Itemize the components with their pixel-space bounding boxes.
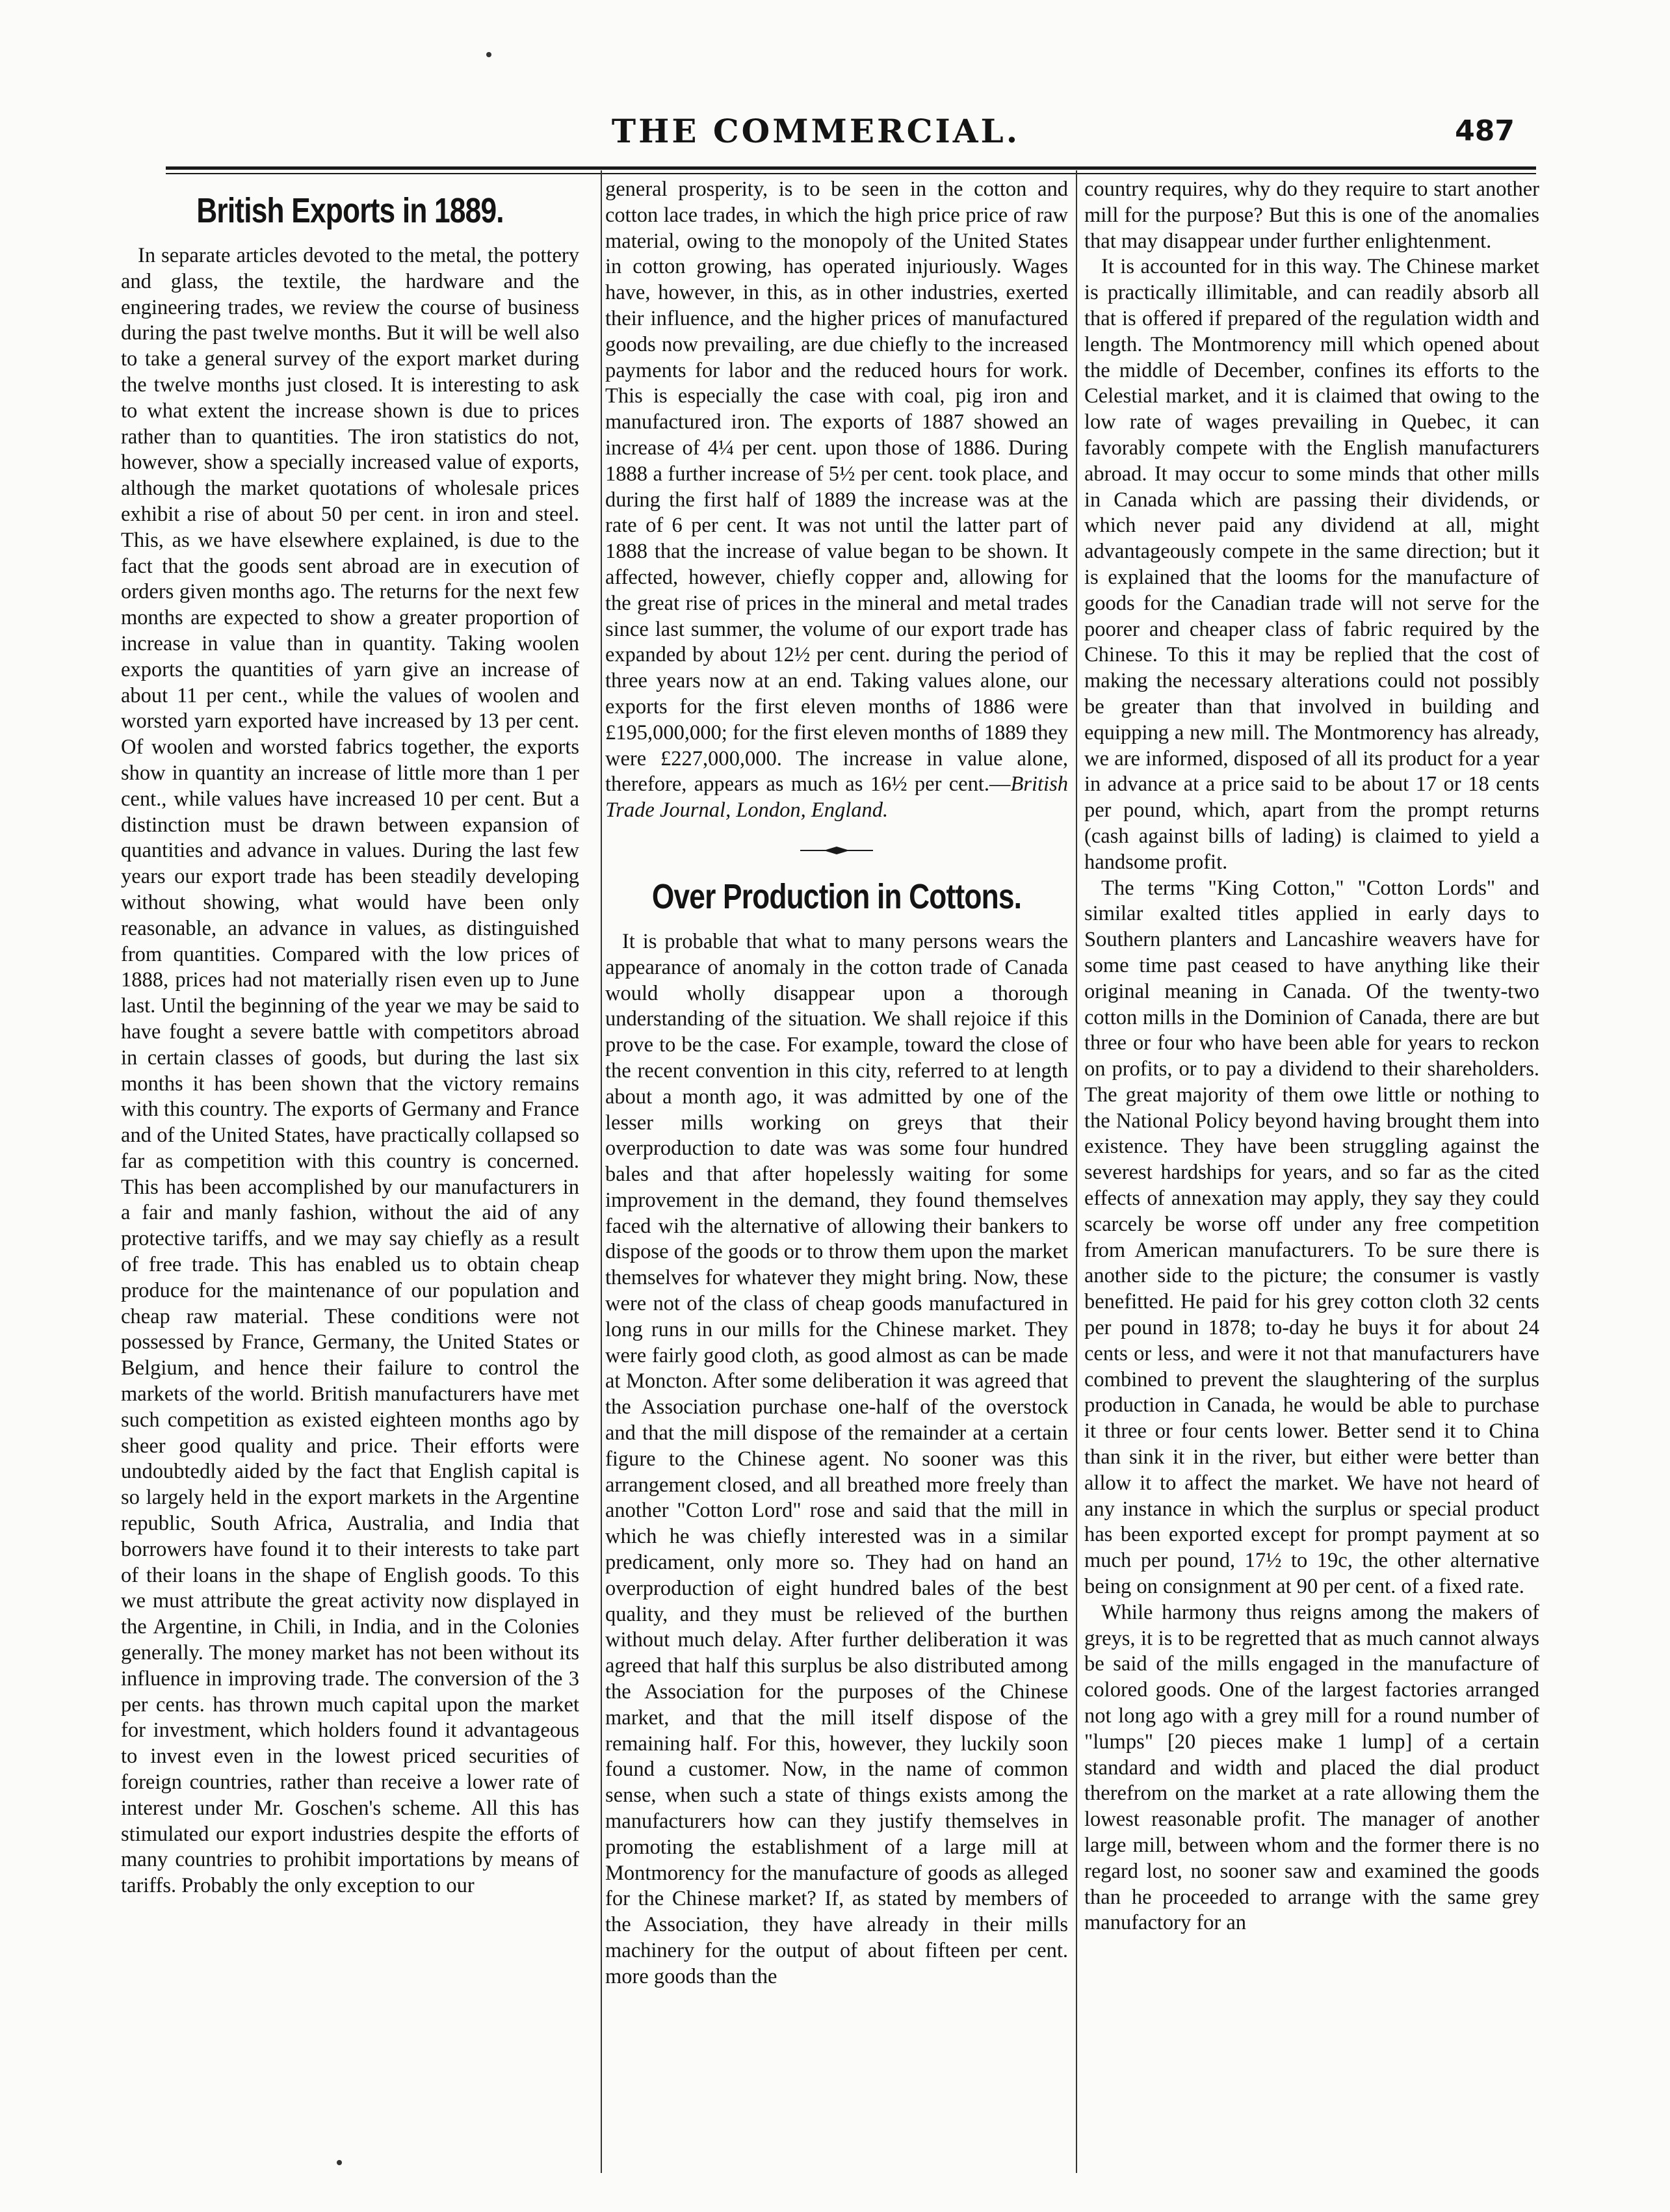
article-paragraph: In separate articles devoted to the metal, the pottery and glass, the textile, the hardware and the engineering trades, we review the course of business during the past twelve months. But it will be well also to take a general survey of the export market during the twelve months just closed. It is interesting to ask to what extent the increase shown is due to prices rather than to quantities. The iron statistics do not, however, show a specially increased value of exports, although the market quotations of wholesale prices exhibit a rise of about 50 per cent. in iron and steel. This, as we have elsewhere explained, is due to the fact that the goods sent abroad are in execution of orders given months ago. The returns for the next few months are expected to show a greater proportion of increase in value than in quantity. Taking woolen exports the quantities of yarn give an increase of about 11 per cent., while the values of woolen and worsted yarn exported have increased by 13 per cent. Of woolen and worsted fabrics together, the exports show in quantity an increase of little more than 1 per cent., while values have increased 10 per cent. But a distinction must be drawn between expansion of quantities and advance in values. During the last few years our export trade has been steadily developing without showing, what would have been only reasonable, an advance in values, as distinguished from quantities. Compared with the low prices of 1888, prices had not materially risen even up to June last. Until the beginning of the year we may be said to have fought a severe battle with competitors abroad in certain classes of goods, but during the last six months it has been shown that the victory remains with this country. The exports of Germany and France and of the United States, have practically collapsed so far as competition with this country is concerned. This has been accomplished by our manufacturers in a fair and manly fashion, without the aid of any protective tariffs, and we may say chiefly as a result of free trade. This has enabled us to obtain cheap produce for the maintenance of our population and cheap raw material. These conditions were not possessed by France, Germany, the United States or Belgium, and hence their failure to control the markets of the world. British manufacturers have met such competition as existed eighteen months ago by sheer good quality and price. Their efforts were undoubtedly aided by the fact that English capital is so largely held in the export markets in the Argentine republic, South Africa, Australia, and India that borrowers have found it to their interests to take part of their loans in the shape of English goods. To this we must attribute the great activity now displayed in the Argentine, in Chili, in India, and in the Colonies generally. The money market has not been without its influence in improving trade. The conversion of the 3 per cents. has thrown much capital upon the market for investment, which holders found it advantageous to invest even in the lowest priced securities of foreign countries, rather than receive a lower rate of interest under Mr. Goschen's scheme. All this has stimulated our export industries despite the efforts of many countries to prohibit importations by means of tariffs. Probably the only exception to our (121, 244, 579, 1898)
article-paragraph: It is accounted for in this way. The Chinese market is practically illimitable, and can readily absorb all that is offered if prepared of the regulation width and length. The Montmorency mill which opened about the middle of December, confines its efforts to the Celestial market, and it is claimed that owing to the low rate of wages prevailing in Quebec, it can favorably compete with the English manufacturers abroad. It may occur to some minds that other mills in Canada which are passing their dividends, or which never paid any dividend at all, might advantageously compete in the same direction; but it is explained that the looms for the manufacture of goods for the Canadian trade will not serve for the poorer and cheaper class of fabric required by the Chinese. To this it may be replied that the cost of making the necessary alterations could not possibly be greater than that involved in building and equipping a new mill. The Montmorency has already, we are informed, disposed of all its product for a year in advance at a price said to be about 17 or 18 cents per pound, which, apart from the prompt returns (cash against bills of lading) is claimed to yield a handsome profit. (1084, 255, 1539, 874)
article-paragraph (605, 177, 1068, 824)
column-1 (121, 177, 579, 2166)
article-headline: British Exports in 1889. (196, 191, 504, 230)
article-paragraph: While harmony thus reigns among the makers of greys, it is to be regretted that as much cannot always be said of the mills engaged in the manufacture of colored goods. One of the largest factories arranged not long ago with a grey mill for a round number of "lumps" [20 pieces make 1 lump] of a certain standard and width and placed the dial product therefrom on the market at a rate allowing them the lowest reasonable profit. The manager of another large mill, between whom and the former there is no regard lost, no sooner saw and examined the goods than he proceeded to arrange with the same grey manufactory for an (1084, 1600, 1539, 1935)
column-3 (1084, 177, 1539, 2166)
header-rule-thin (166, 173, 1536, 174)
article-paragraph: country requires, why do they require to start another mill for the purpose? But this is one of the anomalies that may disappear under further enlightenment. (1084, 178, 1539, 253)
header-rule-thick (166, 166, 1536, 170)
print-speck (337, 2160, 342, 2165)
article-text: general prosperity, is to be seen in the cotton and cotton lace trades, in which the high price price of raw material, owing to the monopoly of the United States in cotton growing, has operated injuriously. Wages have, however, in this, as in other industries, exerted their influence, and the higher prices of manufactured goods now prevailing, are due chiefly to the increased payments for labor and the reduced hours for work. This is especially the case with coal, pig iron and manufactured iron. The exports of 1887 showed an increase of 4¼ per cent. upon those of 1886. During 1888 a further increase of 5½ per cent. took place, and during the first half of 1889 the increase was at the rate of 6 per cent. It was not until the latter part of 1888 that the increase of value began to be shown. It affected, however, chiefly copper and, allowing for the great rise of prices in the mineral and metal trades since last summer, the volume of our export trade has expanded by about 12½ per cent. during the period of three years now at an end. Taking values alone, our exports for the first eleven months of 1886 were £195,000,000; for the first eleven months of 1889 they were £227,000,000. The increase in value alone, therefore, appears as much as 16½ per cent.— (605, 178, 1068, 797)
column-2 (605, 177, 1068, 2166)
column-rule (1076, 170, 1077, 2173)
masthead (117, 112, 1515, 157)
article-source: British Trade Journal, London, England. (605, 772, 1068, 823)
article-headline: Over Production in Cottons. (651, 876, 1022, 916)
page-number: 487 (1455, 114, 1515, 148)
ornamental-divider (605, 841, 1068, 863)
print-speck (486, 52, 491, 57)
article-paragraph: It is probable that what to many persons wears the appearance of anomaly in the cotton trade of Canada would wholly disappear upon a thorough understanding of the situation. We shall rejoice if this prove to be the case. For example, toward the close of the recent convention in this city, referred to at length about a month ago, it was admitted by one of the lesser mills working on greys that their overproduction to date was was some four hundred bales and that after hopelessly waiting for some improvement in the demand, they found themselves faced wih the alternative of allowing their bankers to dispose of the goods or to throw them upon the market themselves for whatever they might bring. Now, these were not of the class of cheap goods manufactured in long runs in our mills for the Chinese market. They were fairly good cloth, as good almost as can be made at Moncton. After some deliberation it was agreed that the Association purchase one-half of the overstock and that the mill dispose of the remainder at a certain figure to the Chinese agent. No sooner was this arrangement closed, and all breathed more freely than another "Cotton Lord" rose and said that the mill in which he was chiefly interested was in a similar predicament, only more so. They had on hand an overproduction of eight hundred bales of the best quality, and they must be relieved of the burthen without much delay. After further deliberation it was agreed that half this surplus be also distributed among the Association for the purposes of the Chinese market, and that the mill itself dispose of the remaining half. For this, however, they luckily soon found a customer. Now, in the name of common sense, when such a state of things exists among the manufacturers how can they justify themselves in promoting the establishment of a large mill at Montmorency for the manufacture of goods as alleged for the Chinese market? If, as stated by members of the Association, they have already in their mills machinery for the output of about fifteen per cent. more goods than the (605, 929, 1068, 1988)
newspaper-title: THE COMMERCIAL. (611, 112, 1021, 150)
article-paragraph: The terms "King Cotton," "Cotton Lords" and similar exalted titles applied in early days to Southern planters and Lancashire weavers have for some time past ceased to have anything like their original meaning in Canada. Of the twenty-two cotton mills in the Dominion of Canada, there are but three or four who have been able for years to reckon on profits, or to pay a dividend to their shareholders. The great majority of them owe little or nothing to the National Policy beyond having brought them into existence. They have been struggling against the severest hardships for years, and so far as the cited effects of annexation may apply, they say they could scarcely be worse off under any free competition from American manufacturers. To be sure there is another side to the picture; the consumer is vastly benefitted. He paid for his grey cotton cloth 32 cents per pound in 1878; to-day he buys it for about 24 cents or less, and were it not that manufacturers have combined to prevent the slaughtering of the surplus production in Canada, he would be able to purchase it three or four cents lower. Better send it to China than sink it in the river, but either were better than allow it to affect the market. We have not heard of any instance in which the surplus or special product has been exported except for prompt payment at so much per pound, 17½ to 19c, the other alternative being on consignment at 90 per cent. of a fixed rate. (1084, 876, 1539, 1599)
column-rule (601, 170, 602, 2173)
